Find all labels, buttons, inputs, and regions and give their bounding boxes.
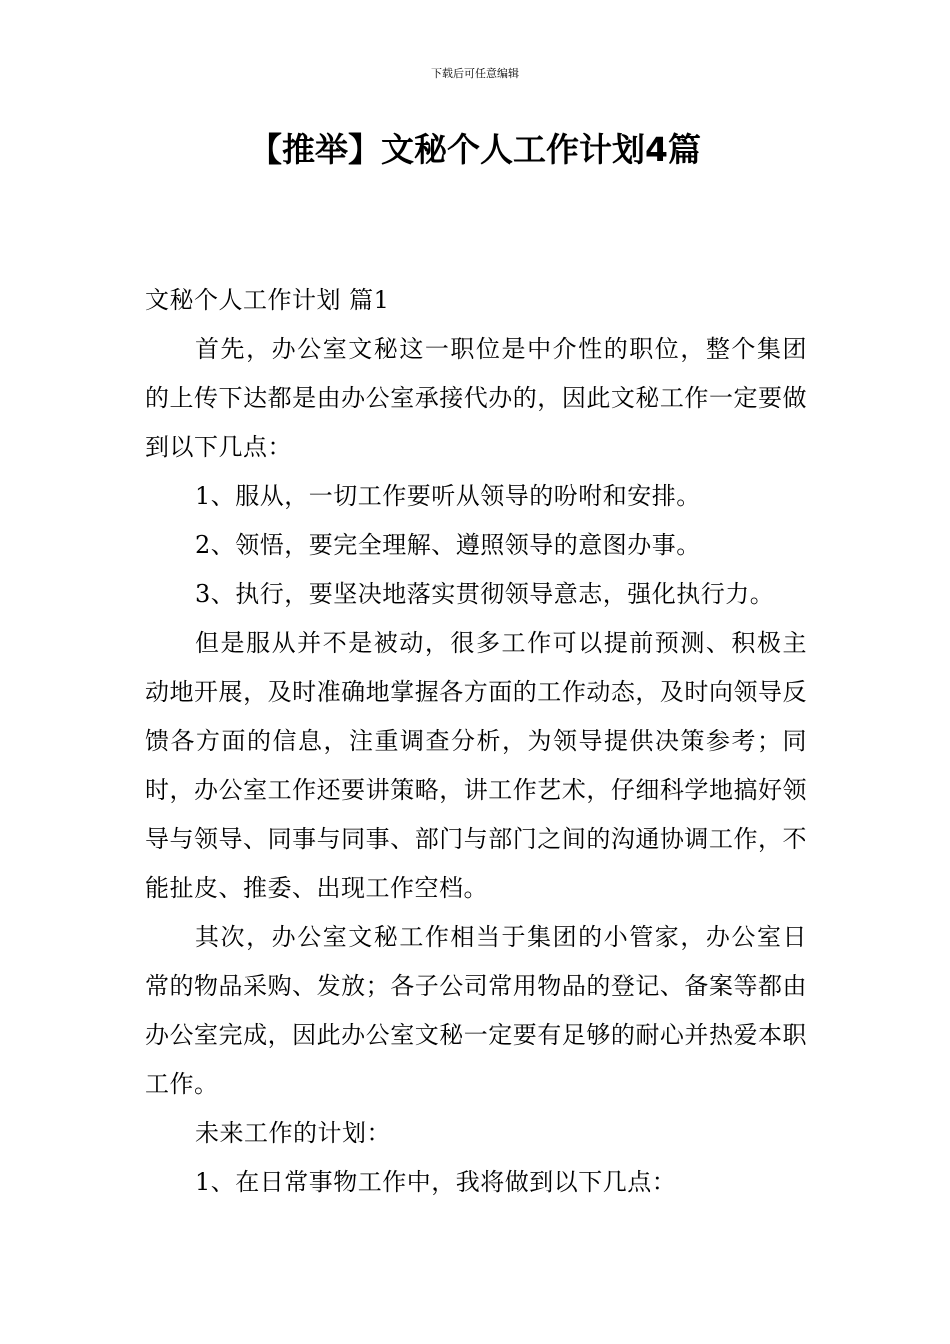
paragraph: 但是服从并不是被动，很多工作可以提前预测、积极主动地开展，及时准确地掌握各方面的工作动态，及时向领导反馈各方面的信息，注重调查分析，为领导提供决策参考；同时，办公室工作还要讲策略，讲工作艺术，仔细科学地搞好领导与领导、同事与同事、部门与部门之间的沟通协调工作，不能扯皮、推委、出现工作空档。	[145, 629, 807, 902]
section-heading: 文秘个人工作计划 篇1	[145, 286, 390, 314]
list-item: 3、执行，要坚决地落实贯彻领导意志，强化执行力。	[195, 580, 775, 608]
paragraph: 其次，办公室文秘工作相当于集团的小管家，办公室日常的物品采购、发放；各子公司常用物品的登记、备案等都由办公室完成，因此办公室文秘一定要有足够的耐心并热爱本职工作。	[145, 923, 807, 1098]
list-item: 2、领悟，要完全理解、遵照领导的意图办事。	[195, 531, 701, 559]
list-item: 1、在日常事物工作中，我将做到以下几点：	[195, 1168, 677, 1196]
subheading: 未来工作的计划：	[195, 1119, 391, 1147]
paragraph: 首先，办公室文秘这一职位是中介性的职位，整个集团的上传下达都是由办公室承接代办的，因此文秘工作一定要做到以下几点：	[145, 335, 807, 461]
document-title: 【推举】文秘个人工作计划4篇	[249, 130, 701, 169]
list-item: 1、服从，一切工作要听从领导的吩咐和安排。	[195, 482, 701, 510]
document-body	[145, 276, 807, 1207]
header-note: 下载后可任意编辑	[431, 67, 519, 80]
